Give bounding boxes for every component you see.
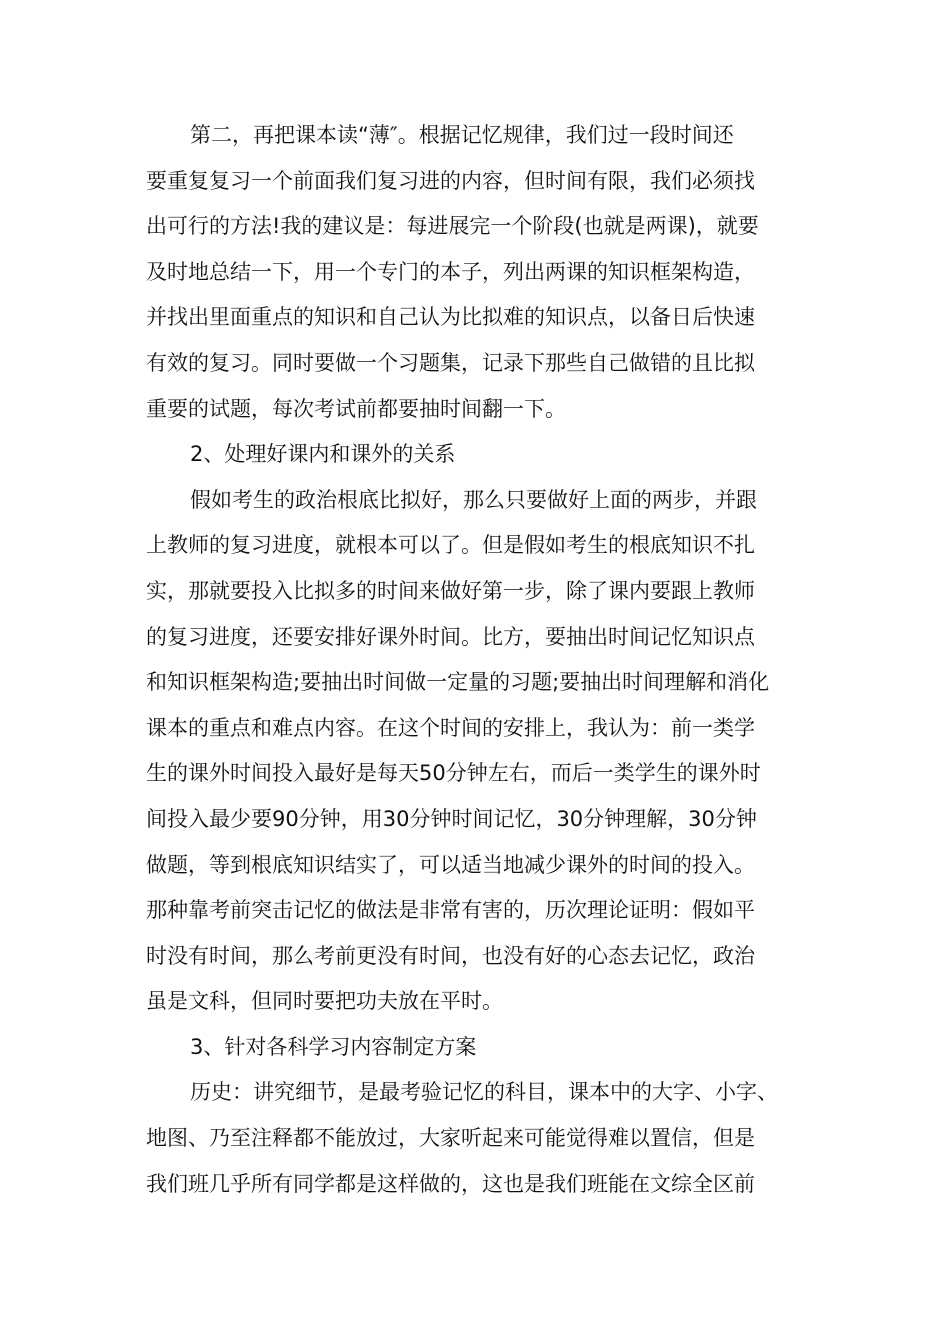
text-line: 有效的复习。同时要做一个习题集，记录下那些自己做错的且比拟: [146, 350, 755, 375]
text-line: 3、针对各科学习内容制定方案: [190, 1034, 477, 1059]
text-line: 和知识框架构造;要抽出时间做一定量的习题;要抽出时间理解和消化: [146, 670, 770, 695]
text-line: 那种靠考前突击记忆的做法是非常有害的，历次理论证明：假如平: [146, 898, 755, 923]
text-line: 及时地总结一下，用一个专门的本子，列出两课的知识框架构造，: [146, 259, 755, 284]
text-line: 我们班几乎所有同学都是这样做的，这也是我们班能在文综全区前: [146, 1171, 755, 1196]
text-line: 地图、乃至注释都不能放过，大家听起来可能觉得难以置信，但是: [146, 1126, 755, 1151]
text-line: 课本的重点和难点内容。在这个时间的安排上，我认为：前一类学: [146, 715, 755, 740]
text-line: 出可行的方法!我的建议是：每进展完一个阶段(也就是两课)，就要: [146, 214, 759, 239]
document-body: [146, 113, 810, 1207]
text-line: 2、处理好课内和课外的关系: [190, 442, 456, 467]
text-line: 重要的试题，每次考试前都要抽时间翻一下。: [146, 396, 566, 421]
text-line: 要重复复习一个前面我们复习进的内容，但时间有限，我们必须找: [146, 168, 755, 193]
text-line: 虽是文科，但同时要把功夫放在平时。: [146, 989, 503, 1014]
text-line: 的复习进度，还要安排好课外时间。比方，要抽出时间记忆知识点: [146, 624, 755, 649]
text-line: 并找出里面重点的知识和自己认为比拟难的知识点，以备日后快速: [146, 305, 755, 330]
text-line: 历史：讲究细节，是最考验记忆的科目，课本中的大字、小字、: [190, 1080, 778, 1105]
text-line: 做题，等到根底知识结实了，可以适当地减少课外的时间的投入。: [146, 852, 755, 877]
text-line: 间投入最少要90分钟，用30分钟时间记忆，30分钟理解，30分钟: [146, 806, 757, 831]
text-line: 第二，再把课本读“薄″。根据记忆规律，我们过一段时间还: [190, 123, 734, 147]
text-line: 假如考生的政治根底比拟好，那么只要做好上面的两步，并跟: [190, 487, 757, 512]
text-line: 生的课外时间投入最好是每天50分钟左右，而后一类学生的课外时: [146, 761, 761, 786]
text-line: 实，那就要投入比拟多的时间来做好第一步，除了课内要跟上教师: [146, 578, 755, 603]
text-line: 上教师的复习进度，就根本可以了。但是假如考生的根底知识不扎: [146, 533, 755, 558]
text-line: 时没有时间，那么考前更没有时间，也没有好的心态去记忆，政治: [146, 943, 755, 968]
